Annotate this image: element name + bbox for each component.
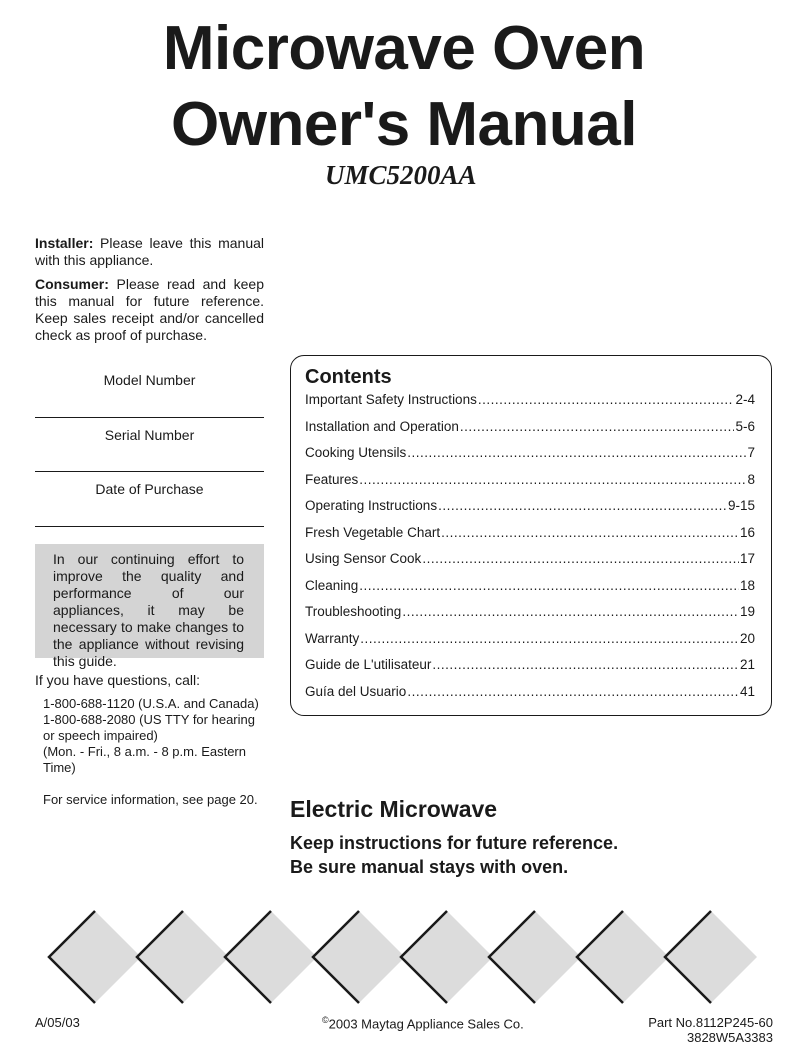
phone-usa-canada: 1-800-688-1120 (U.S.A. and Canada) bbox=[43, 696, 259, 711]
toc-row bbox=[305, 578, 755, 605]
toc-leader bbox=[460, 419, 735, 434]
model-number-label: Model Number bbox=[103, 372, 196, 388]
notice-box bbox=[35, 544, 264, 669]
toc-row bbox=[305, 604, 755, 631]
toc-leader bbox=[438, 498, 727, 513]
diamond-shape bbox=[137, 911, 229, 1003]
toc-label: Troubleshooting bbox=[305, 604, 402, 619]
diamond-shape bbox=[489, 911, 581, 1003]
toc-label: Using Sensor Cook bbox=[305, 551, 422, 566]
toc-leader bbox=[360, 631, 739, 646]
notice-text: In our continuing effort to improve the quality and performance of our appliances, it may be necessary to make changes to the appliance without revising this guide. bbox=[53, 551, 244, 669]
toc-page: 17 bbox=[739, 551, 755, 566]
date-of-purchase-line bbox=[35, 526, 264, 527]
toc-row bbox=[305, 472, 755, 499]
toc-label: Installation and Operation bbox=[305, 418, 459, 434]
installer-note bbox=[35, 235, 264, 269]
document-code: 3828W5A3383 bbox=[686, 1030, 773, 1045]
toc-label: Cleaning bbox=[305, 577, 359, 593]
serial-number-label: Serial Number bbox=[104, 427, 195, 443]
toc-label: Cooking Utensils bbox=[305, 445, 407, 460]
toc-leader bbox=[407, 684, 739, 699]
toc-label: Important Safety Instructions bbox=[305, 392, 477, 407]
toc-leader bbox=[359, 578, 739, 593]
toc-row bbox=[305, 445, 755, 472]
toc-page: 41 bbox=[739, 683, 755, 699]
diamond-band bbox=[0, 905, 808, 1005]
toc-label: Guide de L'utilisateur bbox=[305, 657, 432, 672]
toc-row bbox=[305, 551, 755, 578]
toc-page: 16 bbox=[739, 524, 755, 540]
consumer-text: Please read and keep this manual for future reference. Keep sales receipt and/or cancelled check as proof of purchase. bbox=[35, 276, 264, 343]
toc-leader bbox=[432, 657, 739, 672]
consumer-note bbox=[35, 276, 264, 344]
toc-page: 18 bbox=[739, 577, 755, 593]
date-of-purchase-label: Date of Purchase bbox=[95, 481, 204, 497]
diamond-shape bbox=[313, 911, 405, 1003]
toc-label: Guía del Usuario bbox=[305, 683, 407, 699]
installer-text: Please leave this manual with this appliance. bbox=[35, 235, 264, 268]
toc-row bbox=[305, 419, 755, 446]
model-number-line bbox=[35, 417, 264, 418]
toc-page: 21 bbox=[739, 657, 755, 672]
serial-number-line bbox=[35, 471, 264, 472]
part-number: Part No.8112P245-60 bbox=[648, 1015, 773, 1030]
title-line-1: Microwave Oven bbox=[162, 14, 646, 83]
toc-leader bbox=[422, 551, 739, 566]
toc-page: 7 bbox=[747, 445, 755, 460]
toc-leader bbox=[478, 392, 735, 407]
consumer-label: Consumer: bbox=[35, 276, 109, 292]
toc-label: Features bbox=[305, 471, 359, 487]
installer-label: Installer: bbox=[35, 235, 94, 251]
toc-row bbox=[305, 657, 755, 684]
toc-row bbox=[305, 631, 755, 658]
phone-info bbox=[43, 696, 268, 776]
toc-page: 8 bbox=[747, 471, 755, 487]
toc-leader bbox=[441, 525, 739, 540]
electric-microwave-heading: Electric Microwave bbox=[290, 796, 498, 822]
diamond-shape bbox=[225, 911, 317, 1003]
toc-leader bbox=[402, 604, 739, 619]
toc-label: Fresh Vegetable Chart bbox=[305, 524, 441, 540]
diamond-shape bbox=[577, 911, 669, 1003]
toc-page: 2-4 bbox=[735, 392, 755, 407]
toc-leader bbox=[407, 445, 746, 460]
toc-label: Warranty bbox=[305, 630, 360, 646]
toc-row bbox=[305, 525, 755, 552]
title-line-2: Owner's Manual bbox=[171, 90, 637, 159]
footer-part-info bbox=[648, 1015, 773, 1045]
toc-page: 20 bbox=[739, 630, 755, 646]
toc-row bbox=[305, 684, 755, 711]
stays-with-oven-line: Be sure manual stays with oven. bbox=[290, 857, 569, 877]
diamond-shape bbox=[665, 911, 757, 1003]
toc-row bbox=[305, 498, 755, 525]
diamond-shape bbox=[401, 911, 493, 1003]
copyright-text: 2003 Maytag Appliance Sales Co. bbox=[328, 1016, 524, 1032]
footer-date: A/05/03 bbox=[35, 1015, 80, 1030]
footer-copyright bbox=[322, 1015, 524, 1031]
model-number-heading: UMC5200AA bbox=[325, 160, 477, 190]
toc-page: 5-6 bbox=[735, 418, 755, 434]
service-info: For service information, see page 20. bbox=[43, 792, 258, 807]
hours: (Mon. - Fri., 8 a.m. - 8 p.m. Eastern Time) bbox=[43, 744, 246, 775]
toc-leader bbox=[359, 472, 746, 487]
toc-page: 19 bbox=[739, 604, 755, 619]
phone-tty: 1-800-688-2080 (US TTY for hearing or speech impaired) bbox=[43, 712, 255, 743]
table-of-contents bbox=[305, 392, 755, 710]
questions-label: If you have questions, call: bbox=[35, 672, 200, 688]
toc-row bbox=[305, 392, 755, 419]
keep-instructions-line: Keep instructions for future reference. bbox=[290, 833, 619, 853]
toc-label: Operating Instructions bbox=[305, 498, 438, 513]
toc-page: 9-15 bbox=[727, 498, 755, 513]
contents-title: Contents bbox=[305, 366, 392, 388]
diamond-shape bbox=[49, 911, 141, 1003]
copyright-symbol: © bbox=[322, 1015, 329, 1025]
